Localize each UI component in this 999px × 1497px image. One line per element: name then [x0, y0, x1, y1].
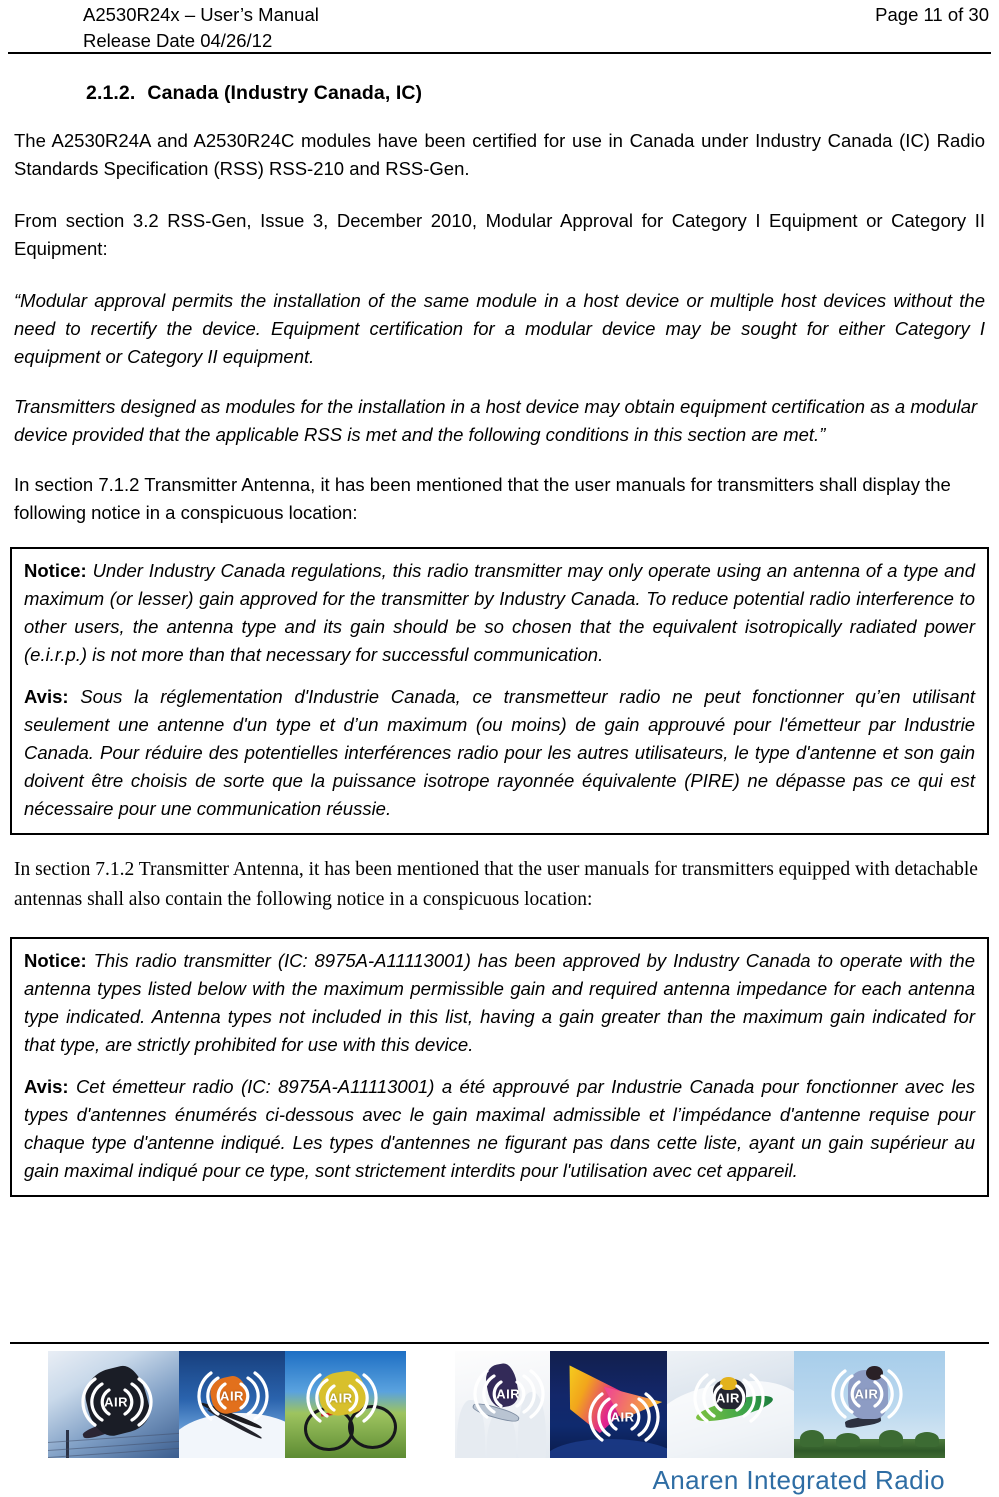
utility-pole — [66, 1430, 69, 1458]
bush — [836, 1433, 860, 1447]
footer-photo-strip — [48, 1351, 945, 1458]
footer-photo-skier — [179, 1351, 285, 1458]
athlete-head — [866, 1366, 883, 1380]
notice-body: Under Industry Canada regulations, this radio transmitter may only operate using an antenna of a type and maximum (or lesser) gain approved for the transmitter by Industry Canada. To reduce potential radio interference to other users, the antenna type and its gain should be so chosen that the equivalent isotropically radiated power (e.i.r.p.) is not more than that necessary for successful communication. — [24, 560, 976, 665]
avis-paragraph — [24, 683, 975, 823]
air-badge-label: AIR — [496, 1386, 521, 1402]
bush — [879, 1430, 903, 1447]
footer-photo-kayaker — [667, 1351, 794, 1458]
notice-paragraph — [24, 947, 975, 1059]
notice-body: This radio transmitter (IC: 8975A-A11113001) has been approved by Industry Canada to operate with the antenna types listed below with the maximum permissible gain and required antenna impedance for each antenna type indicated. Antenna types not included in this list, having a gain greater than the maximum gain indicated for that type, are strictly prohibited for use with this device. — [24, 950, 976, 1055]
air-badge-label: AIR — [610, 1409, 635, 1425]
air-badge-label: AIR — [854, 1386, 879, 1402]
footer-photo-rollerblader — [794, 1351, 945, 1458]
notice-box-antenna-gain — [10, 547, 989, 835]
page-number: Page 11 of 30 — [875, 4, 989, 25]
air-badge-label: AIR — [220, 1388, 244, 1404]
anaren-logo-text: Anaren Integrated Radio — [652, 1465, 945, 1495]
section-heading — [0, 81, 999, 105]
notice-label: Notice: — [24, 950, 87, 971]
header-divider — [8, 52, 991, 54]
air-badge-label: AIR — [328, 1390, 353, 1406]
paragraph-rss-gen-reference: From section 3.2 RSS-Gen, Issue 3, December 2010, Modular Approval for Category I Equipment or Category II Equipment: — [14, 210, 985, 259]
notice-label: Notice: — [24, 560, 87, 581]
quote-modular-approval: “Modular approval permits the installation of the same module in a host device or multiple host devices without the need to recertify the device. Equipment certification for a modular device may be sought for either Category I equipment or Category II equipment. — [14, 290, 985, 367]
header-title-block — [83, 2, 319, 53]
header-title-line2: Release Date 04/26/12 — [83, 29, 273, 51]
footer-photo-windsurfer — [550, 1351, 667, 1458]
bush — [800, 1430, 824, 1447]
paragraph-section-712-detachable: In section 7.1.2 Transmitter Antenna, it has been mentioned that the user manuals for transmitters equipped with detachable antennas shall also contain the following notice in a conspicuous location: — [14, 859, 978, 910]
footer-photo-skateboarder — [48, 1351, 179, 1458]
page-content — [0, 56, 999, 1197]
avis-body: Sous la réglementation d'Industrie Canada, ce transmetteur radio ne peut fonctionner qu’en utilisant seulement une antenne d'un type et d’un maximum (ou moins) de gain approuvé pour l'émetteur par Industrie Canada. Pour réduire des potentielles interférences radio pour les autres utilisateurs, le type d'antenne et son gain doivent être choisis de sorte que la puissance isotrope rayonnée équivalente (PIRE) ne dépasse pas ce qui est nécessaire pour une communication réussie. — [24, 686, 975, 819]
header-title-line1: A2530R24x – User’s Manual — [83, 4, 319, 25]
notice-box-approved-antennas — [10, 937, 989, 1197]
avis-label: Avis: — [24, 1076, 69, 1097]
page-header — [8, 0, 991, 56]
quote-transmitters-modules: Transmitters designed as modules for the installation in a host device may obtain equipment certification as a modular device provided that the applicable RSS is met and the following conditions in this section are met.” — [14, 396, 978, 445]
section-title: Canada (Industry Canada, IC) — [147, 82, 423, 104]
avis-body: Cet émetteur radio (IC: 8975A-A11113001) a été approuvé par Industrie Canada pour fonctionner avec les types d'antennes énumérés ci-dessous avec le gain maximal admissible et l’impédance d'antenne requise pour chaque type d'antenne indiqué. Les types d'antennes ne figurant pas dans cette liste, ayant un gain supérieur au gain maximal indiqué pour ce type, sont strictement interdits pour l'utilisation avec cet appareil. — [24, 1076, 976, 1181]
helmet — [720, 1377, 737, 1390]
notice-paragraph — [24, 557, 975, 669]
avis-label: Avis: — [24, 686, 69, 707]
air-badge-label: AIR — [104, 1394, 129, 1410]
section-number: 2.1.2. — [86, 82, 136, 104]
paragraph-certification: The A2530R24A and A2530R24C modules have been certified for use in Canada under Industry Canada (IC) Radio Standards Specification (RSS) RSS-210 and RSS-Gen. — [14, 130, 985, 179]
air-badge-label: AIR — [716, 1390, 740, 1406]
photo-strip-gap — [406, 1351, 455, 1458]
bush — [915, 1432, 939, 1447]
page-footer — [0, 1330, 999, 1497]
footer-divider — [10, 1342, 989, 1344]
footer-photo-snowboarder — [455, 1351, 550, 1458]
footer-photo-mountain-biker — [285, 1351, 406, 1458]
avis-paragraph — [24, 1073, 975, 1185]
paragraph-section-712-intro: In section 7.1.2 Transmitter Antenna, it has been mentioned that the user manuals for transmitters shall display the following notice in a conspicuous location: — [14, 474, 951, 523]
